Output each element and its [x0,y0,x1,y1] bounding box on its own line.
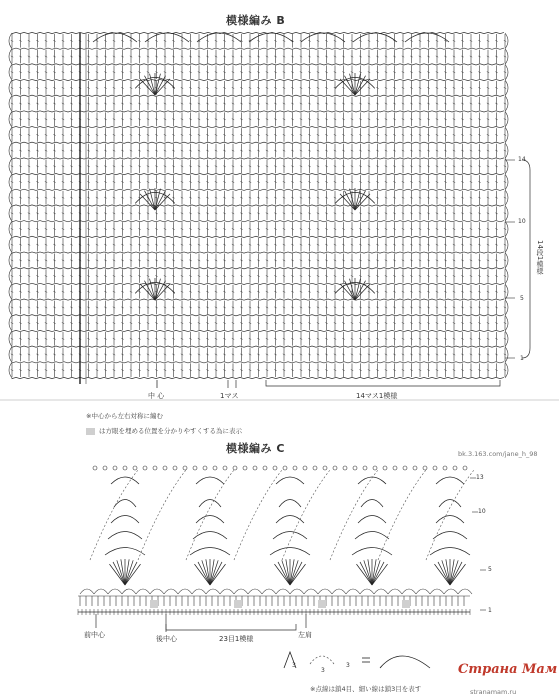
picot [323,466,327,470]
top-arch [197,33,241,42]
repeat-bracket-b [266,380,500,386]
pineapple-top [196,477,224,484]
pineapple-top [358,477,386,484]
picot [303,466,307,470]
picot [363,466,367,470]
section-c-back-center-label: 後中心 [156,635,177,643]
c-arch [192,589,206,594]
pineapple-stitch [450,564,466,585]
shaded-cell [150,600,158,608]
section-c-front-center-label: 前中心 [84,631,105,639]
section-c-row-5: 5 [488,566,492,573]
pineapple-row [279,500,301,508]
picot [173,466,177,470]
pineapple-row [436,516,464,524]
pineapple-stitch [210,560,218,585]
pineapple-top [111,477,139,484]
c-arch [346,589,360,594]
pineapple-stitch [202,560,210,585]
pineapple-row [433,532,467,540]
picot [223,466,227,470]
c-arch [248,589,262,594]
picot [353,466,357,470]
c-arch [444,589,458,594]
section-b-center-label: 中 心 [148,392,165,400]
c-arch [360,589,374,594]
c-arch [262,589,276,594]
picot [243,466,247,470]
section-b-row-repeat-label: 14段1模様 [536,240,544,275]
picot [233,466,237,470]
c-arch [94,589,108,594]
picot [443,466,447,470]
pineapple-stitch [450,560,458,585]
pineapple-stitch [125,560,133,585]
watermark-url-bottom: stranamam.ru [470,688,517,696]
picot [293,466,297,470]
top-arch [249,33,293,42]
picot [213,466,217,470]
picot [93,466,97,470]
picot [193,466,197,470]
c-arch [108,589,122,594]
picot [283,466,287,470]
c-arch [220,589,234,594]
pineapple-stitch [282,560,290,585]
dashed-chain [234,470,282,560]
picot [163,466,167,470]
dashed-chain [282,470,330,560]
section-c-row-10: 10 [478,508,486,515]
pineapple-row [108,532,142,540]
section-b-row-5: 5 [520,295,524,302]
dashed-chain [90,470,138,560]
pineapple-row [358,516,386,524]
section-c-row-1: 1 [488,607,492,614]
eq-result [380,656,430,668]
c-arch [402,589,416,594]
c-arch [318,589,332,594]
pineapple-row [199,500,221,508]
pineapple-row [196,516,224,524]
pineapple-row [193,532,227,540]
picot [373,466,377,470]
c-arch [388,589,402,594]
pineapple-row [270,548,310,556]
picot [343,466,347,470]
c-arch [164,589,178,594]
picot [423,466,427,470]
picot [123,466,127,470]
picot [253,466,257,470]
pineapple-stitch [290,560,298,585]
picot [143,466,147,470]
pineapple-stitch [290,564,306,585]
pineapple-stitch [442,560,450,585]
row-repeat-bracket [522,160,530,358]
picot [433,466,437,470]
section-c-title: 模様編み C [226,442,285,455]
top-arch [301,33,345,42]
picot [103,466,107,470]
legend-note-text: は方眼を埋める位置を分かりやすくする為に表示 [99,427,242,435]
pineapple-stitch [109,564,125,585]
shaded-cell [318,600,326,608]
pineapple-stitch [364,560,372,585]
c-arch [290,589,304,594]
pineapple-stitch [372,560,380,585]
c-arch [304,589,318,594]
watermark-url-top: bk.3.163.com/jane_h_98 [458,450,538,458]
c-arch [430,589,444,594]
section-c-row-13: 13 [476,474,484,481]
legend-note [86,426,242,435]
pineapple-stitch [194,564,210,585]
watermark-logo: Страна Мам [458,662,558,677]
pineapple-row [439,500,461,508]
c-arch [458,589,472,594]
section-b-title: 模様編み B [226,14,286,27]
section-b-row-1: 1 [520,355,524,362]
picot [183,466,187,470]
pineapple-stitch [210,564,226,585]
pineapple-row [105,548,145,556]
section-b-row-14: 14 [518,156,526,163]
c-arch [206,589,220,594]
pineapple-row [361,500,383,508]
repeat-bracket-c [166,624,296,630]
c-arch [332,589,346,594]
equation-number-1: 3 [292,662,296,669]
pineapple-stitch [117,560,125,585]
picot [383,466,387,470]
picot [263,466,267,470]
section-c-repeat-label: 23目1模様 [219,635,254,643]
equation-number-2: 3 [321,667,325,674]
pineapple-stitch [356,564,372,585]
picot [453,466,457,470]
pineapple-row [352,548,392,556]
pineapple-row [355,532,389,540]
pineapple-row [273,532,307,540]
pineapple-stitch [372,564,388,585]
pineapple-top [276,477,304,484]
equation-number-3: 3 [346,662,350,669]
picot [393,466,397,470]
c-arch [234,589,248,594]
pineapple-row [111,516,139,524]
dashed-chain [186,470,234,560]
shaded-cell [402,600,410,608]
c-arch [80,589,94,594]
picot [313,466,317,470]
picot [153,466,157,470]
c-arch [276,589,290,594]
c-arch [416,589,430,594]
pineapple-row [114,500,136,508]
pineapple-stitch [434,564,450,585]
shaded-cell [234,600,242,608]
picot [113,466,117,470]
c-arch [150,589,164,594]
picot [273,466,277,470]
dashed-chain [138,470,186,560]
section-b-one-stitch-label: 1マス [220,392,239,400]
section-b-repeat-label: 14マス1模様 [356,392,398,400]
shaded-legend-swatch [86,428,95,435]
picot [463,466,467,470]
c-arch [136,589,150,594]
dashed-chain [330,470,378,560]
pineapple-stitch [125,564,141,585]
picot [333,466,337,470]
symmetric-note: ※中心から左右対称に編む [86,412,163,420]
pineapple-row [190,548,230,556]
eq-shape-2 [310,656,334,664]
picot [413,466,417,470]
section-b-row-10: 10 [518,218,526,225]
c-arch [178,589,192,594]
top-arch [145,33,189,42]
pineapple-stitch [274,564,290,585]
section-c-left-shoulder-label: 左肩 [298,631,312,639]
section-c-symbol-note: ※点線は鎖4目、細い線は鎖3目を表す [310,685,422,693]
dashed-chain [426,470,474,560]
pineapple-top [436,477,464,484]
pineapple-row [430,548,470,556]
c-arch [122,589,136,594]
picot [133,466,137,470]
picot [403,466,407,470]
picot [203,466,207,470]
c-arch [374,589,388,594]
